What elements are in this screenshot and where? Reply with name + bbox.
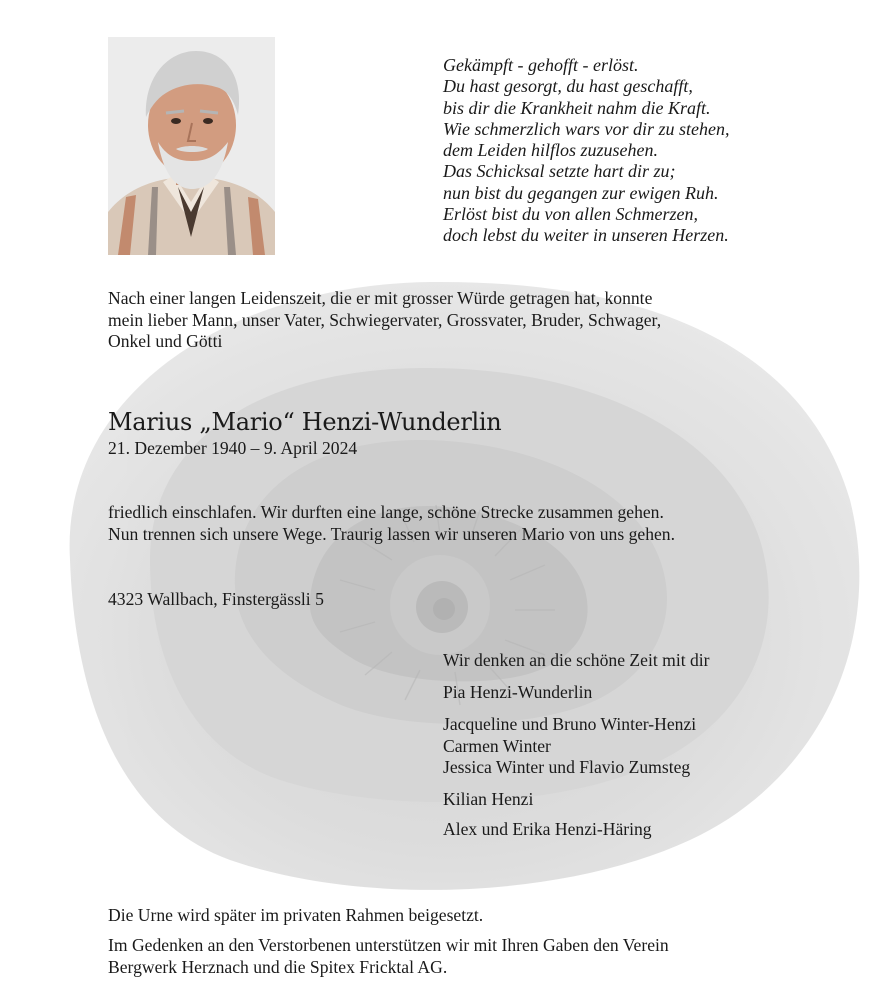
mourner-address: 4323 Wallbach, Finstergässli 5 [108, 589, 324, 609]
portrait-photo [108, 37, 275, 255]
donation-notice [108, 935, 669, 978]
urn-notice: Die Urne wird später im privaten Rahmen beigesetzt. [108, 905, 484, 925]
poem-line: dem Leiden hilflos zuzusehen. [443, 140, 658, 161]
mourner-name: Jacqueline und Bruno Winter-Henzi [443, 714, 697, 734]
intro-line: Nach einer langen Leidenszeit, die er mit grosser Würde getragen hat, konnte [108, 288, 653, 308]
mourners-heading: Wir denken an die schöne Zeit mit dir [443, 650, 710, 670]
mourner-spouse: Pia Henzi-Wunderlin [443, 682, 593, 702]
mourner-name: Jessica Winter und Flavio Zumsteg [443, 757, 691, 777]
mourner-name: Carmen Winter [443, 735, 551, 756]
mourner-family-group [443, 714, 696, 779]
intro-paragraph [108, 288, 661, 353]
message-line: friedlich einschlafen. Wir durften eine lange, schöne Strecke zusammen gehen. [108, 502, 664, 522]
life-dates: 21. Dezember 1940 – 9. April 2024 [108, 438, 358, 458]
poem-line: Du hast gesorgt, du hast geschafft, [443, 76, 693, 97]
poem-line: Erlöst bist du von allen Schmerzen, [443, 204, 698, 225]
donation-line: Im Gedenken an den Verstorbenen unterstützen wir mit Ihren Gaben den Verein [108, 935, 669, 955]
deceased-name: Marius „Mario“ Henzi-Wunderlin [108, 408, 502, 436]
poem-line: bis dir die Krankheit nahm die Kraft. [443, 97, 711, 118]
memorial-poem [443, 55, 863, 247]
message-paragraph [108, 502, 675, 545]
mourner-name: Alex und Erika Henzi-Häring [443, 819, 652, 839]
poem-line: nun bist du gegangen zur ewigen Ruh. [443, 182, 719, 203]
poem-line: Das Schicksal setzte hart dir zu; [443, 161, 676, 182]
portrait-image [108, 37, 275, 255]
poem-line: doch lebst du weiter in unseren Herzen. [443, 225, 729, 246]
intro-line: Onkel und Götti [108, 331, 223, 351]
message-line: Nun trennen sich unsere Wege. Traurig lassen wir unseren Mario von uns gehen. [108, 523, 676, 544]
intro-line: mein lieber Mann, unser Vater, Schwiegervater, Grossvater, Bruder, Schwager, [108, 309, 662, 330]
poem-line: Wie schmerzlich wars vor dir zu stehen, [443, 118, 730, 139]
poem-line: Gekämpft - gehofft - erlöst. [443, 55, 639, 75]
donation-line: Bergwerk Herznach und die Spitex Fricktal AG. [108, 956, 448, 977]
mourner-name: Kilian Henzi [443, 789, 534, 809]
